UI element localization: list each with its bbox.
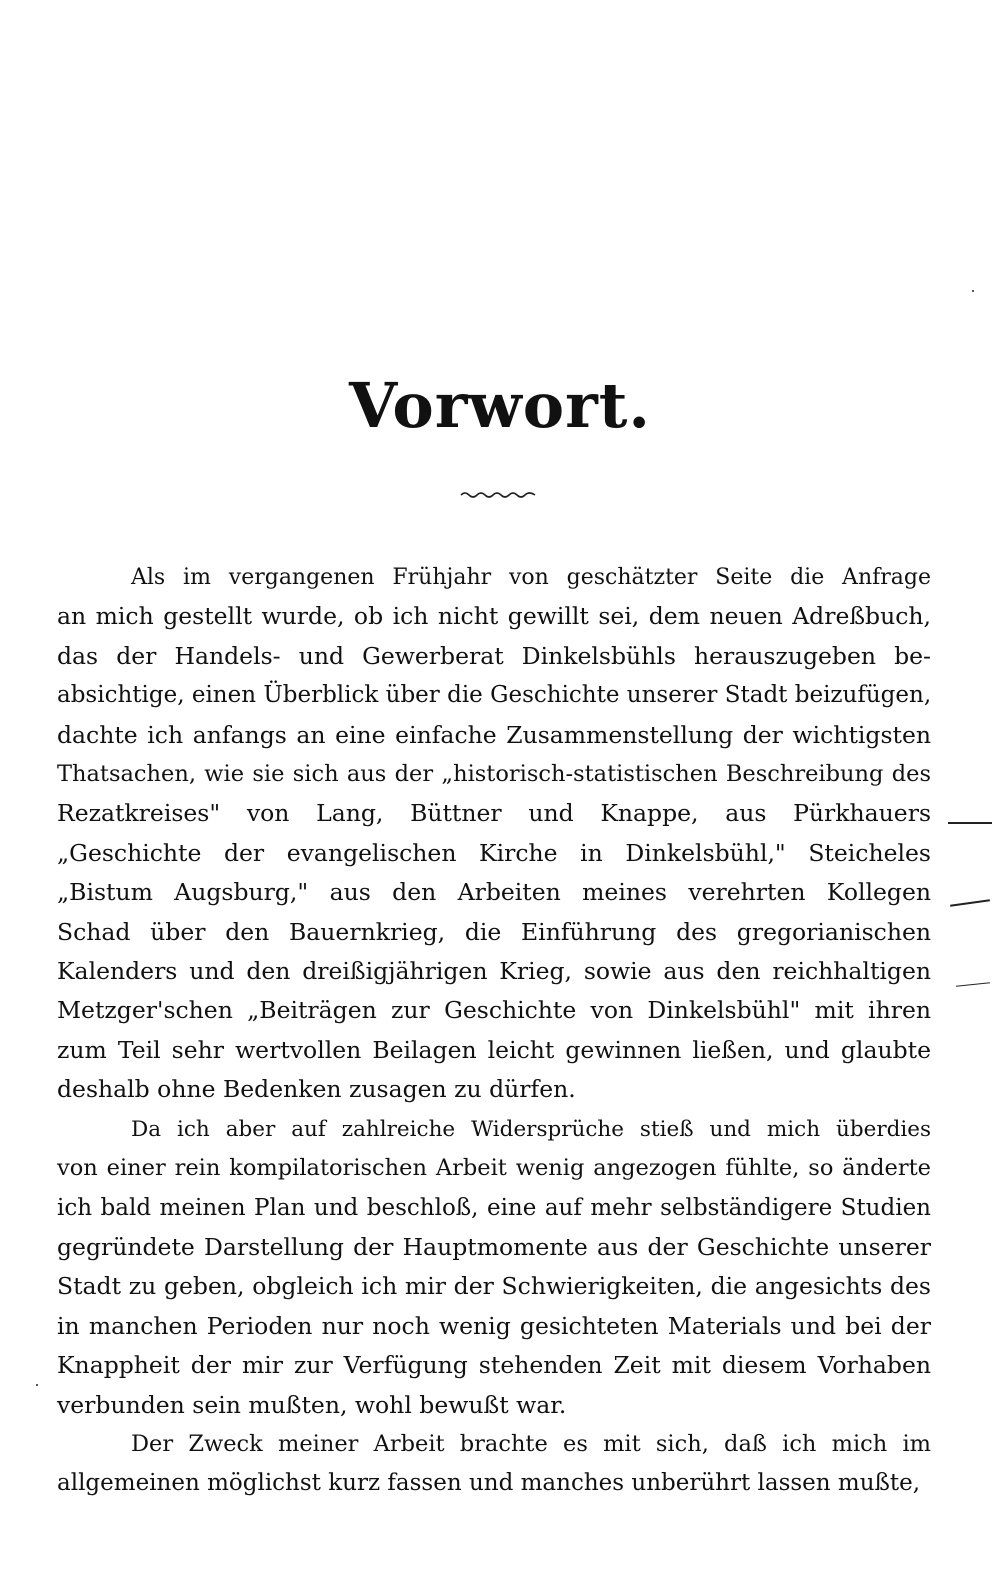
text-line: Knappheit der mir zur Verfügung stehenden Zeit mit diesem Vorhaben xyxy=(57,1351,931,1380)
margin-pencil-mark xyxy=(956,982,990,987)
text-line: gegründete Darstellung der Hauptmomente aus der Geschichte unserer xyxy=(57,1232,931,1261)
text-line: Der Zweck meiner Arbeit brachte es mit sich, daß ich mich im xyxy=(131,1430,931,1457)
text-line: an mich gestellt wurde, ob ich nicht gewillt sei, dem neuen Adreßbuch, xyxy=(57,602,931,631)
wavy-rule-ornament xyxy=(460,488,536,500)
text-line: in manchen Perioden nur noch wenig gesichteten Materials und bei der xyxy=(57,1311,931,1340)
text-line: dachte ich anfangs an eine einfache Zusammenstellung der wichtigsten xyxy=(57,720,931,749)
text-line: zum Teil sehr wertvollen Beilagen leicht gewinnen ließen, und glaubte xyxy=(57,1035,931,1064)
paragraph xyxy=(57,558,931,1110)
stray-mark xyxy=(36,1384,38,1386)
text-line: verbunden sein mußten, wohl bewußt war. xyxy=(57,1390,567,1419)
text-line: Als im vergangenen Frühjahr von geschätzter Seite die Anfrage xyxy=(131,565,931,590)
text-line: Schad über den Bauernkrieg, die Einführung des gregorianischen xyxy=(57,917,931,946)
margin-pencil-mark xyxy=(950,899,990,907)
text-line: absichtige, einen Überblick über die Geschichte unserer Stadt beizufügen, xyxy=(57,682,932,709)
text-line: „Geschichte der evangelischen Kirche in Dinkelsbühl," Steicheles xyxy=(57,838,931,867)
paragraph xyxy=(57,1110,931,1425)
text-line: Thatsachen, wie sie sich aus der „historisch-statistischen Beschreibung des xyxy=(57,761,931,788)
text-line: Metzger'schen „Beiträgen zur Geschichte von Dinkelsbühl" mit ihren xyxy=(57,996,931,1025)
text-line: „Bistum Augsburg," aus den Arbeiten meines verehrten Kollegen xyxy=(57,878,931,907)
text-line: Da ich aber auf zahlreiche Widersprüche stieß und mich überdies xyxy=(131,1116,931,1142)
text-line: von einer rein kompilatorischen Arbeit wenig angezogen fühlte, so änderte xyxy=(57,1155,931,1182)
paragraph xyxy=(57,1425,931,1504)
margin-pencil-mark xyxy=(948,822,992,824)
page-title: Vorwort. xyxy=(348,369,652,442)
text-line: Rezatkreises" von Lang, Büttner und Knappe, aus Pürkhauers xyxy=(57,799,931,828)
text-line: Kalenders und den dreißigjährigen Krieg, sowie aus den reichhaltigen xyxy=(57,957,931,986)
stray-mark xyxy=(972,290,974,292)
text-line: Stadt zu geben, obgleich ich mir der Schwierigkeiten, die angesichts des xyxy=(57,1272,931,1301)
text-line: deshalb ohne Bedenken zusagen zu dürfen. xyxy=(57,1075,576,1104)
text-line: das der Handels- und Gewerberat Dinkelsbühls herauszugeben be- xyxy=(57,641,931,670)
preface-body xyxy=(57,558,931,1504)
text-line: allgemeinen möglichst kurz fassen und manches unberührt lassen mußte, xyxy=(57,1470,921,1497)
text-line: ich bald meinen Plan und beschloß, eine auf mehr selbständigere Studien xyxy=(57,1194,931,1221)
